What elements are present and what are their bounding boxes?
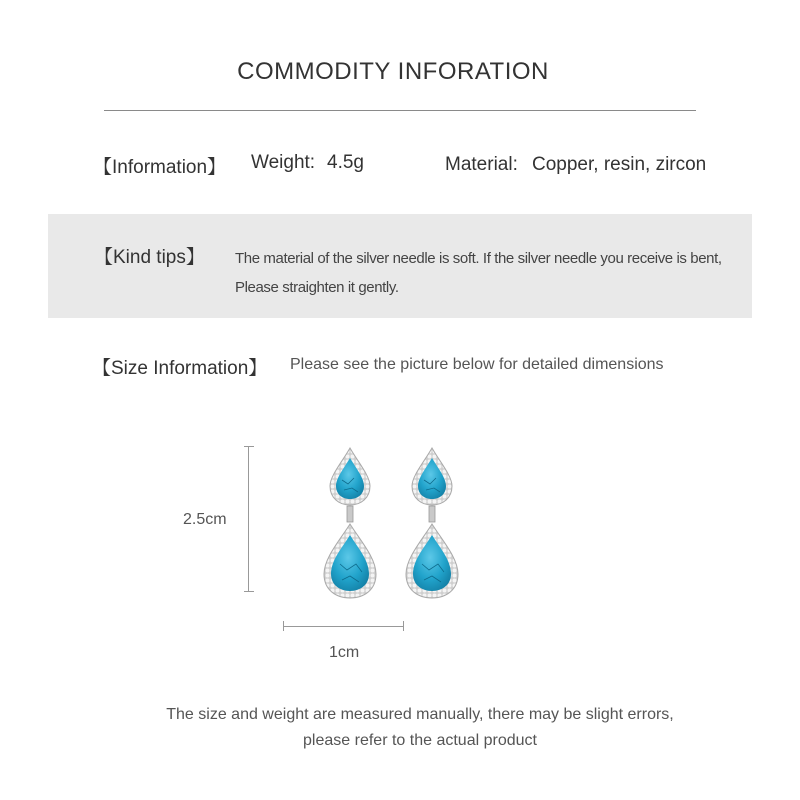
title-divider xyxy=(104,110,696,111)
page-title: COMMODITY INFORATION xyxy=(237,58,549,85)
height-dimension-label: 2.5cm xyxy=(183,511,227,528)
disclaimer xyxy=(0,702,800,754)
earrings-image xyxy=(310,440,470,600)
material-value: Copper, resin, zircon xyxy=(532,154,707,175)
weight-label: Weight: xyxy=(251,152,316,173)
kind-tips-text xyxy=(235,244,735,302)
disclaimer-line-2: please refer to the actual product xyxy=(303,732,537,749)
kind-tips-label: 【Kind tips】 xyxy=(94,247,205,268)
size-information-description: Please see the picture below for detailed dimensions xyxy=(290,356,664,373)
height-dimension-line xyxy=(244,446,254,592)
material-label: Material: xyxy=(445,154,518,175)
size-information-label: 【Size Information】 xyxy=(92,358,268,379)
earring-left xyxy=(324,448,376,598)
information-row xyxy=(0,152,800,182)
width-dimension-label: 1cm xyxy=(329,644,360,661)
earring-right xyxy=(406,448,458,598)
information-label: 【Information】 xyxy=(93,157,227,178)
weight-value: 4.5g xyxy=(327,152,364,173)
kind-tips-panel xyxy=(48,214,752,318)
kind-tips-line-2: Please straighten it gently. xyxy=(235,279,399,296)
width-dimension-line xyxy=(283,621,404,631)
kind-tips-line-1: The material of the silver needle is soft. If the silver needle you receive is bent, xyxy=(235,250,722,267)
disclaimer-line-1: The size and weight are measured manually, there may be slight errors, xyxy=(166,706,674,723)
